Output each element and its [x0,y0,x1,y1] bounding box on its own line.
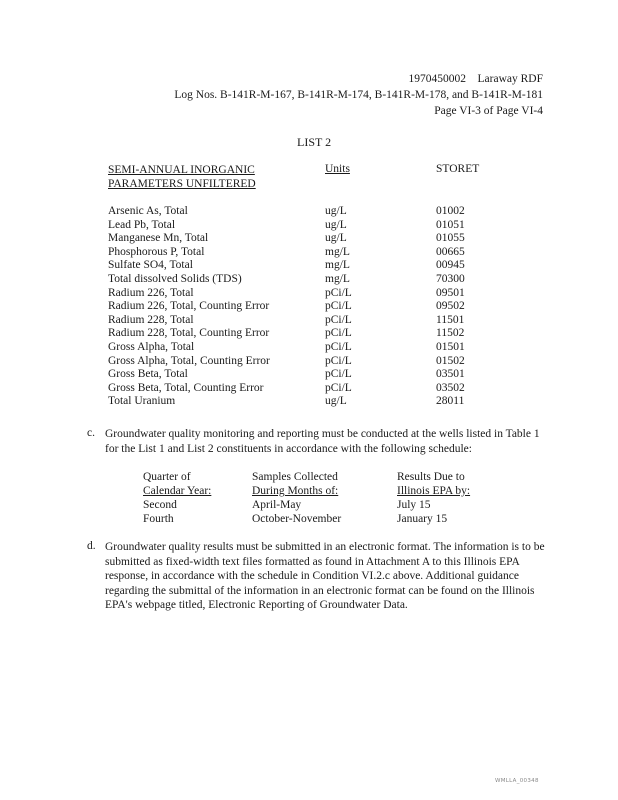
para-c-letter: c. [87,427,95,439]
param-unit: mg/L [325,272,350,285]
param-unit: pCi/L [325,354,352,367]
param-unit: ug/L [325,218,347,231]
param-name: Radium 226, Total, Counting Error [108,300,270,313]
param-storet: 70300 [436,272,465,285]
param-unit: mg/L [325,245,350,258]
param-storet: 01501 [436,340,465,353]
param-unit: pCi/L [325,286,352,299]
schedule-cell: Second [143,499,177,511]
facility-name: Laraway RDF [477,73,543,85]
param-storet: 01002 [436,205,465,217]
schedule-col1-head1: Quarter of [143,471,191,483]
list-title: LIST 2 [297,135,332,149]
schedule-col2-head2: During Months of: [252,485,339,497]
schedule-col2-head1: Samples Collected [252,471,338,483]
param-unit: pCi/L [325,327,352,340]
param-storet: 00665 [436,245,465,258]
param-name: Total dissolved Solids (TDS) [108,272,242,285]
schedule-cell: January 15 [397,513,448,525]
param-storet: 09502 [436,300,465,313]
param-unit: pCi/L [325,381,352,394]
param-unit: pCi/L [325,340,352,353]
storet-heading: STORET [436,163,480,175]
units-heading: Units [325,163,350,175]
param-name: Radium 226, Total [108,286,194,299]
param-unit: pCi/L [325,313,352,326]
param-name: Gross Beta, Total, Counting Error [108,381,264,394]
schedule-cell: April-May [252,499,302,511]
para-d-text: Groundwater quality results must be submitted in an electronic format. The information is to be submitted as fixed-width text files formatted as found in Attachment A to this Illinois EPA response, in accordance with the schedule in Condition VI.2.c above. Additional guidance regarding the submittal of the information in an electronic format can be found on the Illinois EPA's webpage titled, Electronic Reporting of Groundwater Data. [105,541,545,611]
parameters-heading [108,163,256,191]
param-storet: 01055 [436,232,465,245]
bates-stamp: WMLLA_00348 [495,778,539,784]
param-storet: 28011 [436,395,465,408]
param-name: Phosphorous P, Total [108,245,205,258]
param-name: Sulfate SO4, Total [108,259,193,272]
schedule-col3-head2: Illinois EPA by: [397,485,471,497]
schedule-col-quarter [143,470,211,526]
doc-id: 1970450002 [408,73,467,85]
param-storet: 03502 [436,381,465,394]
parameters-heading-line1: SEMI-ANNUAL INORGANIC [108,164,255,176]
param-storet: 11502 [436,327,465,340]
param-unit: pCi/L [325,300,352,313]
schedule-col1-head2: Calendar Year: [143,485,212,497]
para-c-text: Groundwater quality monitoring and reporting must be conducted at the wells listed in Table 1 for the List 1 and List 2 constituents in accordance with the following schedule: [105,428,540,455]
schedule-col-months [252,470,341,526]
param-storet: 09501 [436,286,465,299]
param-unit: pCi/L [325,368,352,381]
param-unit: mg/L [325,259,350,272]
para-d-letter: d. [87,540,96,552]
param-unit: ug/L [325,395,347,408]
param-storet: 00945 [436,259,465,272]
log-numbers: Log Nos. B-141R-M-167, B-141R-M-174, B-141R-M-178, and B-141R-M-181 [174,89,543,101]
param-name: Gross Alpha, Total, Counting Error [108,354,270,367]
param-storet: 11501 [436,313,465,326]
schedule-cell: October-November [252,513,342,525]
schedule-col3-head1: Results Due to [397,471,465,483]
param-storet: 01051 [436,218,465,231]
param-name: Radium 228, Total [108,313,194,326]
param-name: Manganese Mn, Total [108,232,209,245]
page-number: Page VI-3 of Page VI-4 [434,105,543,117]
param-name: Radium 228, Total, Counting Error [108,327,270,340]
schedule-col-due [397,470,470,526]
header-id-line [409,73,543,85]
param-name: Gross Alpha, Total [108,340,195,353]
param-name: Total Uranium [108,395,176,408]
schedule-cell: July 15 [397,499,431,511]
schedule-cell: Fourth [143,513,174,525]
param-storet: 03501 [436,368,465,381]
param-unit: ug/L [325,205,347,217]
param-name: Arsenic As, Total [108,205,188,217]
param-name: Gross Beta, Total [108,368,188,381]
parameters-heading-line2: PARAMETERS UNFILTERED [108,178,256,190]
param-storet: 01502 [436,354,465,367]
param-unit: ug/L [325,232,347,245]
param-name: Lead Pb, Total [108,218,176,231]
